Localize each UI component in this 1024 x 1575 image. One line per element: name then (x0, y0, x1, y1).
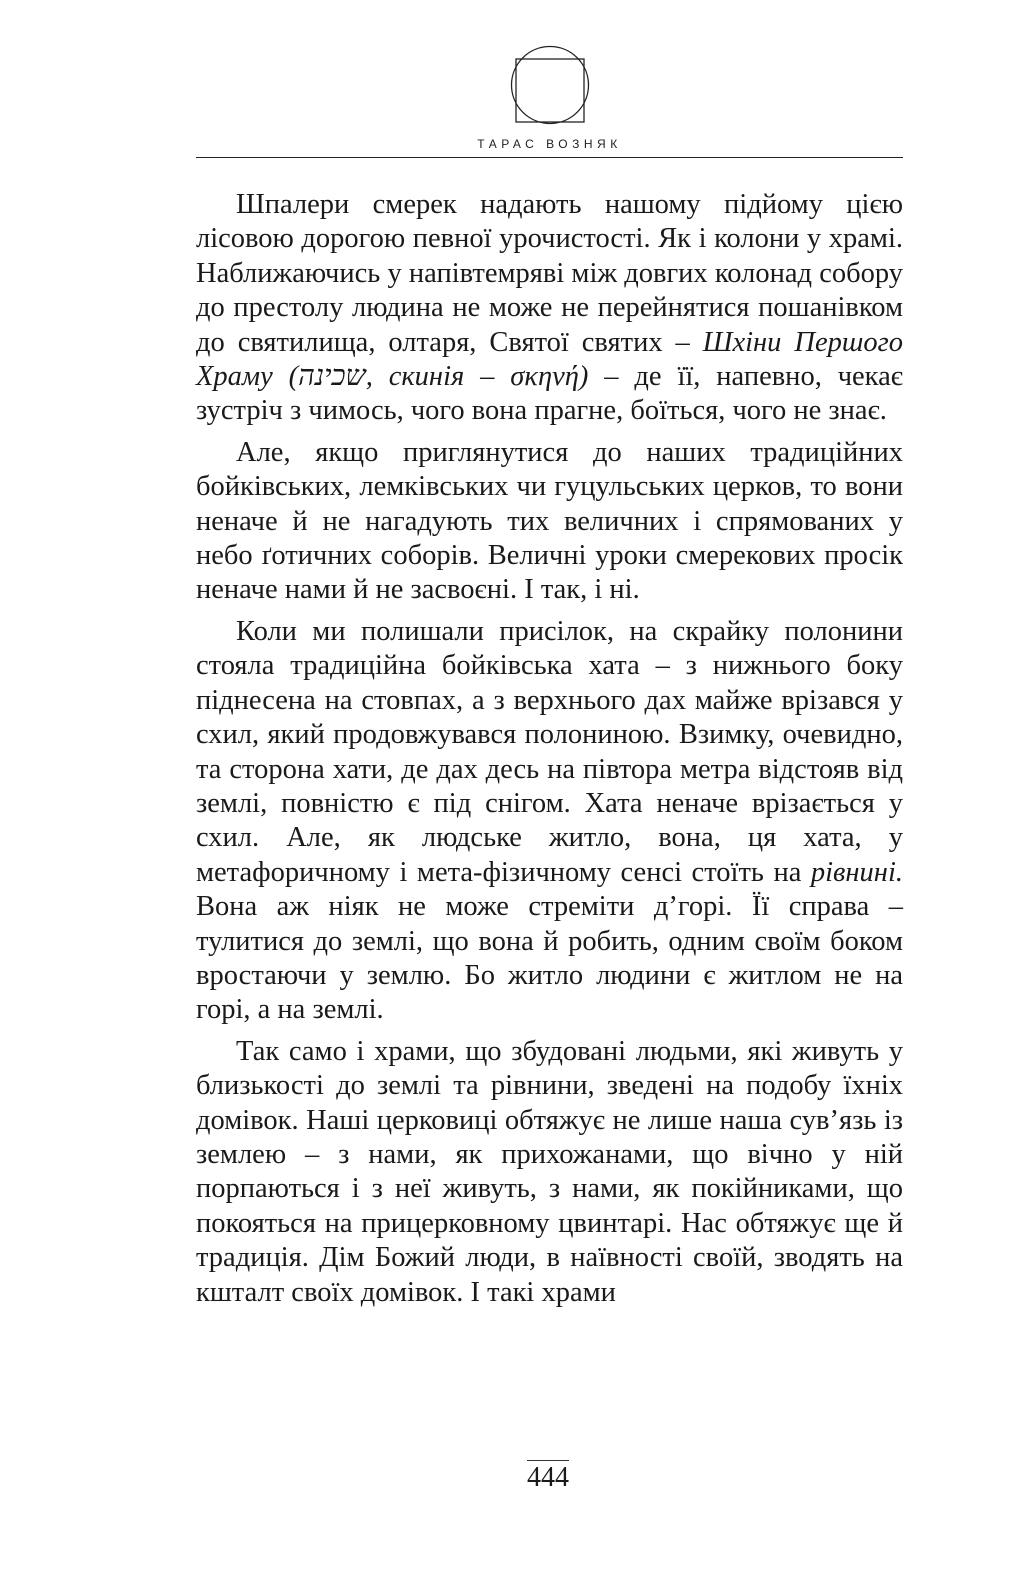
paragraph-1-text-c: – де її, напевно, чекає зустріч з чимось, чого вона прагне, боїться, чого не знає. (196, 361, 903, 427)
paragraph-4: Так само і храми, що збудовані людьми, які живуть у близькості до землі та рівнини, зведені на подобу їхніх домівок. Наші церковиці обтяжує не лише наша сув’язь із землею – з нами, як прихожанами, що вічно у ній порпаються і з неї живуть, з нами, як покійниками, що покояться на прицерковному цвинтарі. Нас обтяжує ще й традиція. Дім Божий люди, в наївності своїй, зводять на кшталт своїх домівок. І такі храми (196, 1035, 903, 1308)
body-text (196, 188, 903, 1317)
paragraph-1 (196, 188, 903, 429)
paragraph-3-text-a: Коли ми полишали присілок, на скрайку полонини стояла традиційна бойківська хата – з нижнього боку піднесена на стовпах, а з верхнього дах майже врізався у схил, який продовжувався полониною. Взимку, очевидно, та сторона хати, де дах десь на півтора метра відстояв від землі, повністю є під снігом. Хата неначе врізається у схил. Але, як людське житло, вона, ця хата, у метафоричному і мета-фізичному сенсі стоїть на (196, 615, 903, 888)
paragraph-2: Але, якщо приглянутися до наших традиційних бойківських, лемківських чи гуцульських церков, то вони неначе й не нагадують тих величних і спрямованих у небо ґотичних соборів. Величні уроки смерекових просік неначе нами й не засвоєні. І так, і ні. (196, 436, 903, 606)
header-rule (196, 157, 903, 158)
page-number-label: 444 (527, 1462, 569, 1493)
paragraph-3 (196, 615, 903, 1028)
paragraph-3-text-c: Вона аж ніяк не може стреміти д’горі. Її справа – тулитися до землі, що вона й робить, одним своїм боком вростаючи у землю. Бо житло людини є житлом не на горі, а на землі. (196, 891, 903, 1026)
paragraph-1-text-a: Шпалери смерек надають нашому підйому цією лісовою дорогою певної урочистості. Як і колони у храмі. Наближаючись у напівтемряві між довгих колонад собору до престолу людина не може не перейнятися пошанівком до святилища, олтаря, Святої святих – (196, 189, 903, 358)
page-number (0, 1460, 1024, 1494)
circle-square-emblem-icon (510, 45, 590, 125)
paragraph-1-italic: Шхіни Першого Храму (שכינה, скинія – σκηνή) (196, 326, 903, 393)
paragraph-3-italic: рівнині. (810, 856, 903, 888)
running-head-author: ТАРАС ВОЗНЯК (477, 137, 622, 151)
